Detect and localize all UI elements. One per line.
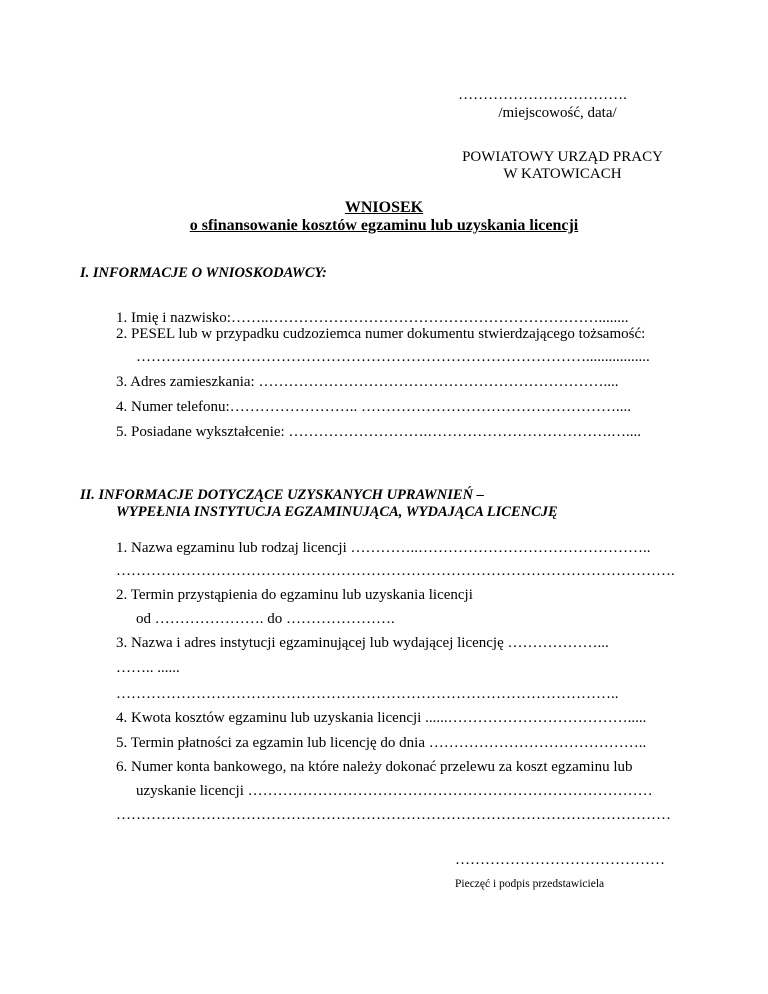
recipient-line-1: POWIATOWY URZĄD PRACY <box>462 149 663 165</box>
section-2-heading-line-2: WYPEŁNIA INSTYTUCJA EGZAMINUJĄCA, WYDAJĄCA LICENCJĘ <box>116 504 558 520</box>
signature-dots: …………………………………… <box>455 852 665 868</box>
recipient-line-2: W KATOWICACH <box>503 166 622 182</box>
field-exam-name: 1. Nazwa egzaminu lub rodzaj licencji …………..……………………………………….. <box>116 540 651 556</box>
field-exam-date-range: od …………………. do …………………. <box>136 611 395 627</box>
field-pesel-label: 2. PESEL lub w przypadku cudzoziemca numer dokumentu stwierdzającego tożsamość: <box>116 326 646 342</box>
field-bank-account-label: 6. Numer konta bankowego, na które należy dokonać przelewu za koszt egzaminu lub <box>116 759 633 775</box>
section-2-heading-line-1: II. INFORMACJE DOTYCZĄCE UZYSKANYCH UPRAWNIEŃ – <box>80 487 484 503</box>
field-bank-account-dots-2: ………………………………………………………………………………………………… <box>116 807 671 823</box>
field-bank-account-dots: uzyskanie licencji ……………………………………………………………………… <box>136 783 653 799</box>
field-exam-date-label: 2. Termin przystąpienia do egzaminu lub uzyskania licencji <box>116 587 473 603</box>
field-phone: 4. Numer telefonu:…………………….. …………………………………………….... <box>116 399 631 415</box>
field-address: 3. Adres zamieszkania: …………………………………………………………….... <box>116 374 619 390</box>
field-name: 1. Imię i nazwisko:……..…………………………………………………………........ <box>116 310 629 326</box>
document-title: WNIOSEK <box>344 199 424 216</box>
field-exam-cost: 4. Kwota kosztów egzaminu lub uzyskania licencji ......………………………………..... <box>116 710 647 726</box>
field-payment-deadline: 5. Termin płatności za egzamin lub licencję do dnia …………………………………….. <box>116 735 647 751</box>
section-1-heading: I. INFORMACJE O WNIOSKODAWCY: <box>80 265 327 281</box>
signature-label: Pieczęć i podpis przedstawiciela <box>455 878 605 890</box>
field-pesel-dots: ………………………………………………………………………………................. <box>136 349 650 365</box>
document-subtitle: o sfinansowanie kosztów egzaminu lub uzyskania licencji <box>189 217 579 234</box>
place-date-label: /miejscowość, data/ <box>498 105 617 121</box>
place-date-dots: ……………………………. <box>458 87 627 103</box>
field-institution: 3. Nazwa i adres instytucji egzaminującej lub wydającej licencję ………………... <box>116 635 609 651</box>
field-education: 5. Posiadane wykształcenie: ……………………….……………………………….….... <box>116 424 641 440</box>
field-exam-name-dots: …………………………………………………………………………………………………. <box>116 563 675 579</box>
field-institution-dots: ……………………………………………………………………………………….. <box>116 686 619 702</box>
field-institution-dots-short: …….. ...... <box>116 660 180 676</box>
